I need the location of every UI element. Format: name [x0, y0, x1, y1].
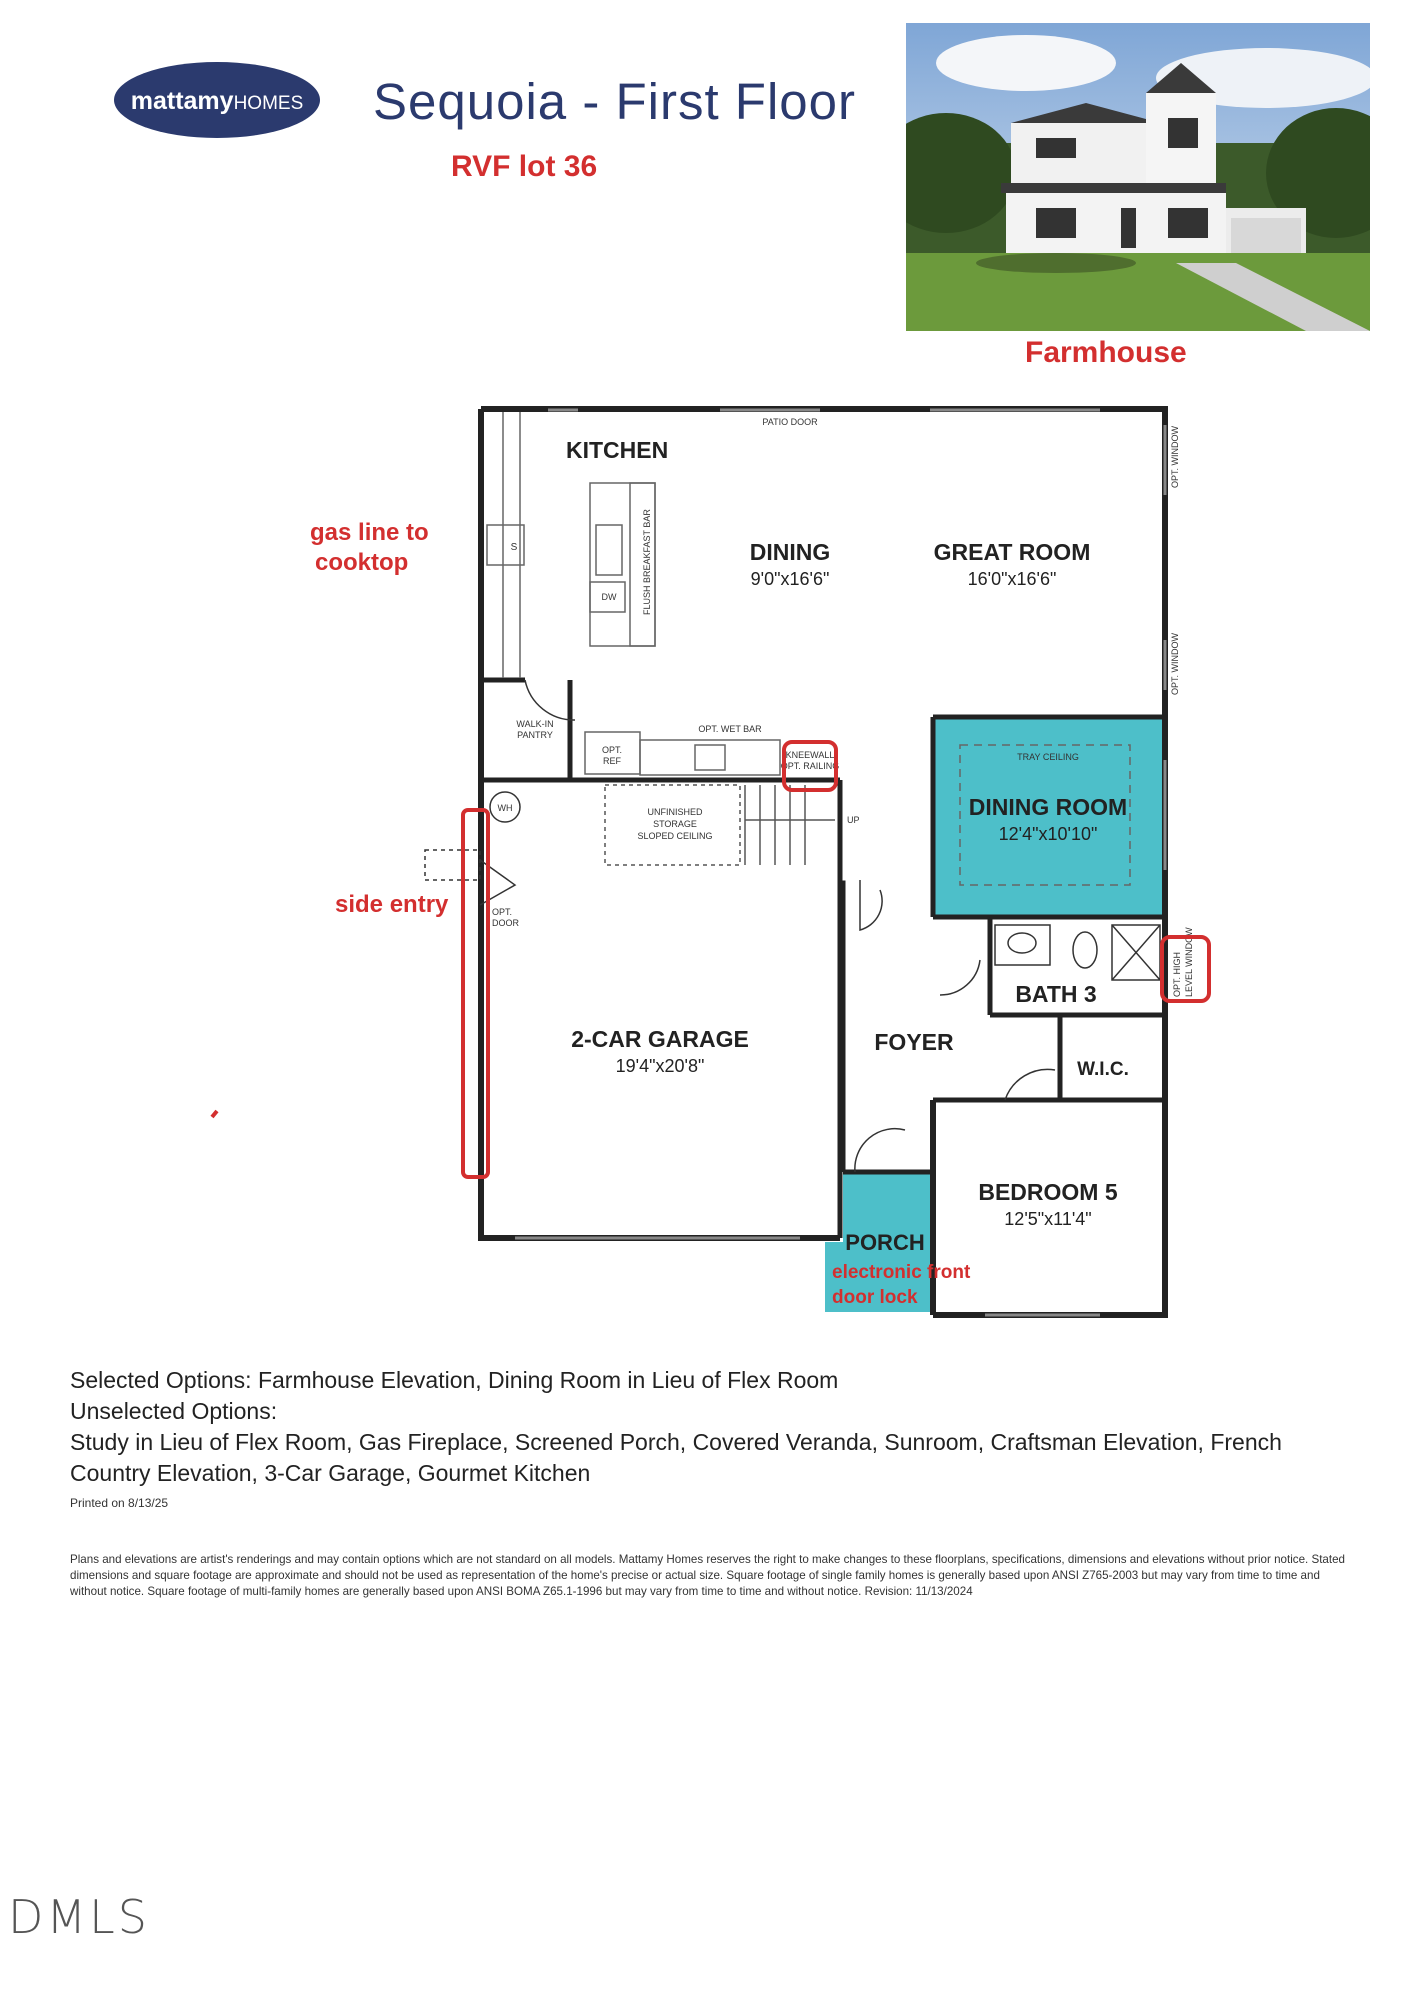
- watermark: DMLS: [8, 1890, 150, 1944]
- room-dining-dim: 9'0"x16'6": [750, 569, 830, 589]
- opt-high-label-2: LEVEL WINDOW: [1184, 927, 1194, 997]
- page-title: Sequoia - First Floor: [373, 73, 856, 130]
- room-wic: W.I.C.: [1077, 1059, 1129, 1080]
- flush-bar-label: FLUSH BREAKFAST BAR: [642, 509, 652, 615]
- opt-door-label-2: DOOR: [492, 918, 519, 928]
- kneewall-label-2: OPT. RAILING: [780, 761, 840, 771]
- room-foyer: FOYER: [874, 1029, 954, 1055]
- unfinished-label-1: UNFINISHED: [647, 807, 703, 817]
- patio-door-label: PATIO DOOR: [762, 417, 818, 427]
- dw-label: DW: [601, 592, 617, 602]
- wh-label: WH: [497, 803, 513, 813]
- room-dining-room: DINING ROOM: [968, 794, 1128, 820]
- opt-wet-bar-label: OPT. WET BAR: [698, 724, 762, 734]
- unfinished-label-3: SLOPED CEILING: [637, 831, 713, 841]
- room-porch: PORCH: [845, 1230, 925, 1255]
- printed-date: Printed on 8/13/25: [70, 1496, 169, 1510]
- stairs: [605, 785, 835, 865]
- selected-options: Selected Options: Farmhouse Elevation, Dining Room in Lieu of Flex Room: [70, 1367, 839, 1393]
- kneewall-label-1: KNEEWALL: [785, 750, 835, 760]
- walkin-pantry-label-1: WALK-IN: [516, 719, 554, 729]
- room-dining: DINING: [749, 539, 831, 565]
- disclaimer: Plans and elevations are artist's renderings and may contain options which are not standard on all models. Mattamy Homes reserves the right to make changes to these floorplans, specifications, dimensions and elevations without prior notice. Stated dimensions and square footage are approximate and should not be used as representation of the home's precise or actual size. Square footage of single family homes is generally based upon ANSI Z765-2003 but may vary from time to time and without notice. Square footage of multi-family homes are generally based upon ANSI BOMA Z65.1-1996 but may vary from time to time and without notice. Revision: 11/13/2024: [70, 1553, 1345, 1598]
- door-lock-note-1: electronic front: [832, 1262, 971, 1283]
- room-bedroom5-dim: 12'5"x11'4": [1004, 1209, 1092, 1229]
- unfinished-label-2: STORAGE: [653, 819, 697, 829]
- opt-ref-label-1: OPT.: [601, 745, 623, 755]
- tray-ceiling-label: TRAY CEILING: [1017, 752, 1079, 762]
- room-kitchen: KITCHEN: [566, 437, 669, 463]
- gas-line-note-1: gas line to: [310, 519, 429, 546]
- room-garage-dim: 19'4"x20'8": [615, 1056, 705, 1076]
- room-dining-room-dim: 12'4"x10'10": [998, 824, 1098, 844]
- opt-high-label-1: OPT. HIGH: [1172, 951, 1182, 997]
- walkin-pantry-label-2: PANTRY: [517, 730, 553, 740]
- up-label: UP: [847, 815, 860, 825]
- opt-window-label-1: OPT. WINDOW: [1170, 426, 1180, 488]
- opt-door-label-1: OPT.: [492, 907, 513, 917]
- room-great-room: GREAT ROOM: [933, 539, 1091, 565]
- room-bath3: BATH 3: [1015, 981, 1097, 1007]
- side-entry-note: side entry: [335, 891, 449, 918]
- door-lock-note-2: door lock: [832, 1287, 918, 1308]
- logo-text-light: HOMES: [233, 93, 304, 114]
- room-garage: 2-CAR GARAGE: [571, 1026, 749, 1052]
- opt-window-label-2: OPT. WINDOW: [1170, 633, 1180, 695]
- unselected-options: Study in Lieu of Flex Room, Gas Fireplace, Screened Porch, Covered Veranda, Sunroom, Craftsman Elevation, French Country Elevation, 3-Car Garage, Gourmet Kitchen: [70, 1429, 1282, 1486]
- unselected-options-label: Unselected Options:: [70, 1398, 278, 1424]
- room-great-room-dim: 16'0"x16'6": [967, 569, 1057, 589]
- logo-text-bold: mattamy: [130, 87, 234, 115]
- gas-line-note-2: cooktop: [315, 549, 409, 576]
- opt-ref-label-2: REF: [603, 756, 621, 766]
- elevation-caption: Farmhouse: [1025, 336, 1187, 369]
- sink-label: S: [510, 542, 518, 553]
- room-bedroom5: BEDROOM 5: [978, 1179, 1118, 1205]
- options-block: [70, 1365, 1350, 1489]
- lot-label: RVF lot 36: [451, 150, 598, 183]
